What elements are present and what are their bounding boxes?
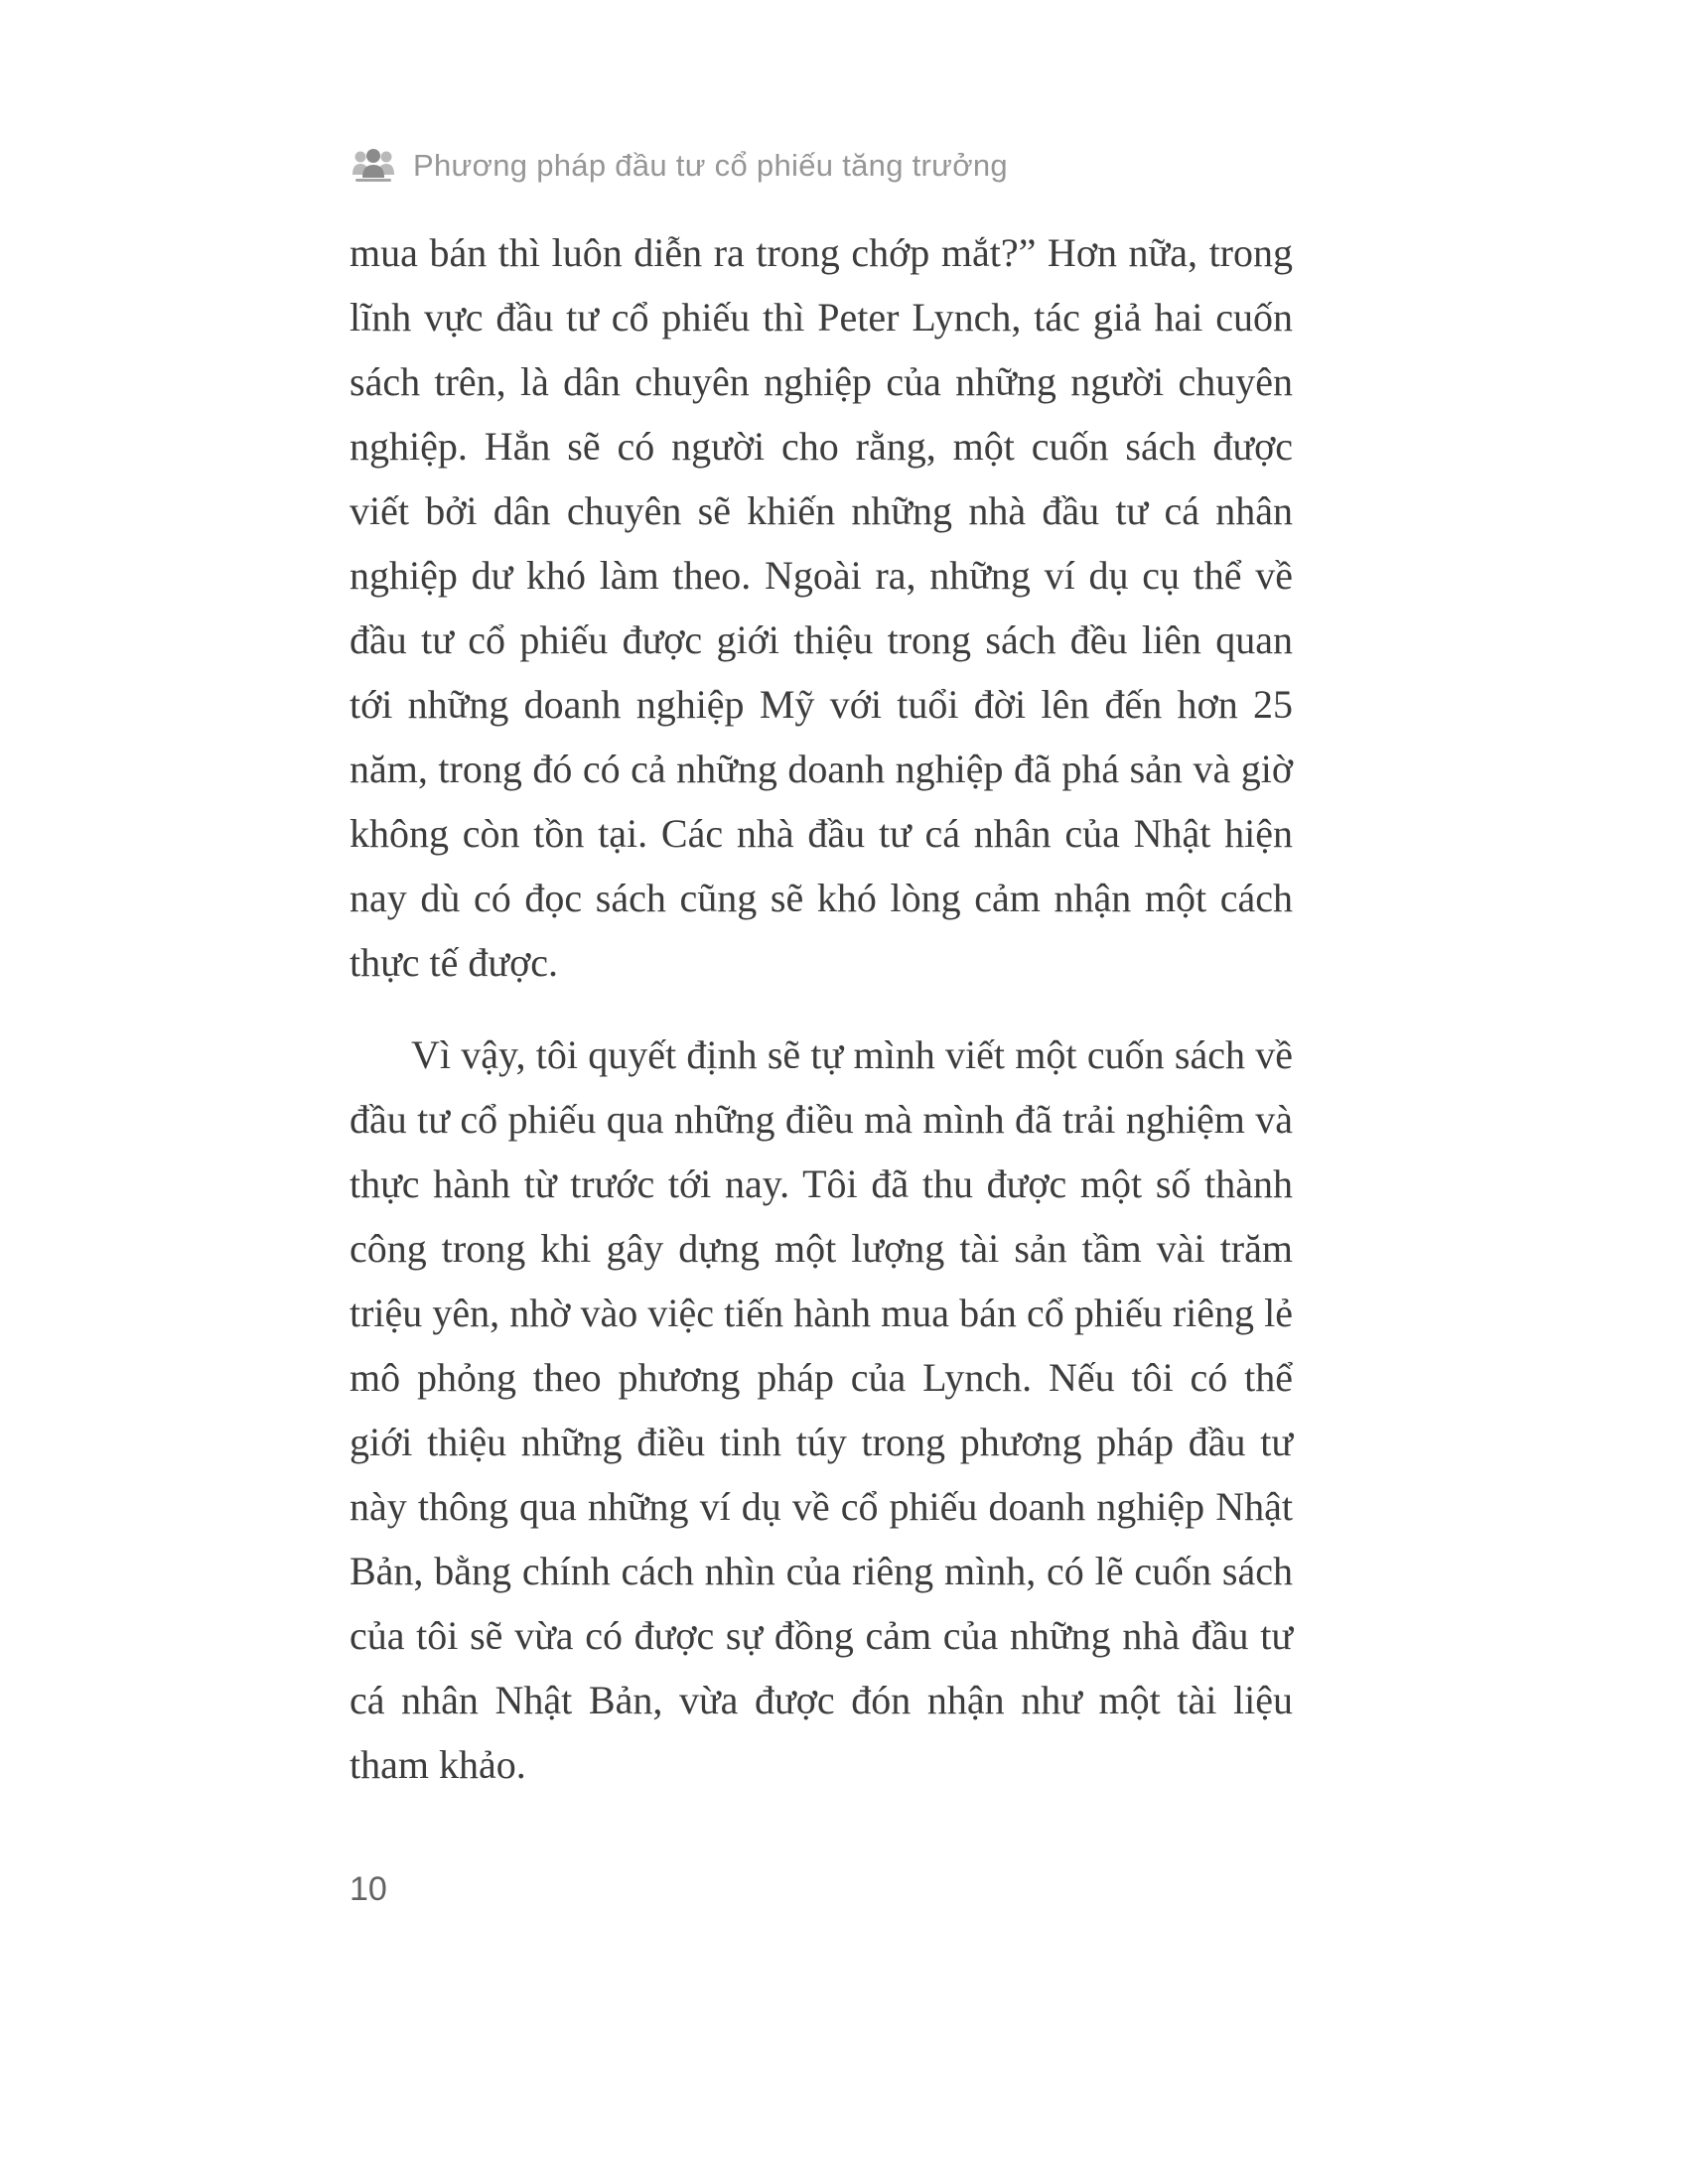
paragraph: Vì vậy, tôi quyết định sẽ tự mình viết một cuốn sách về đầu tư cổ phiếu qua những điều mà mình đã trải nghiệm và thực hành từ trước tới nay. Tôi đã thu được một số thành công trong khi gây dựng một lượng tài sản tầm vài trăm triệu yên, nhờ vào việc tiến hành mua bán cổ phiếu riêng lẻ mô phỏng theo phương pháp của Lynch. Nếu tôi có thể giới thiệu những điều tinh túy trong phương pháp đầu tư này thông qua những ví dụ về cổ phiếu doanh nghiệp Nhật Bản, bằng chính cách nhìn của riêng mình, có lẽ cuốn sách của tôi sẽ vừa có được sự đồng cảm của những nhà đầu tư cá nhân Nhật Bản, vừa được đón nhận như một tài liệu tham khảo. — [350, 1032, 1293, 1787]
paragraph: mua bán thì luôn diễn ra trong chớp mắt?” Hơn nữa, trong lĩnh vực đầu tư cổ phiếu thì Peter Lynch, tác giả hai cuốn sách trên, là dân chuyên nghiệp của những người chuyên nghiệp. Hẳn sẽ có người cho rằng, một cuốn sách được viết bởi dân chuyên sẽ khiến những nhà đầu tư cá nhân nghiệp dư khó làm theo. Ngoài ra, những ví dụ cụ thể về đầu tư cổ phiếu được giới thiệu trong sách đều liên quan tới những doanh nghiệp Mỹ với tuổi đời lên đến hơn 25 năm, trong đó có cả những doanh nghiệp đã phá sản và giờ không còn tồn tại. Các nhà đầu tư cá nhân của Nhật hiện nay dù có đọc sách cũng sẽ khó lòng cảm nhận một cách thực tế được. — [350, 230, 1293, 985]
running-header — [350, 145, 1008, 187]
running-header-title: Phương pháp đầu tư cổ phiếu tăng trưởng — [413, 148, 1008, 183]
body-text — [350, 220, 1293, 1797]
page-number: 10 — [350, 1870, 387, 1908]
people-icon — [350, 145, 397, 187]
